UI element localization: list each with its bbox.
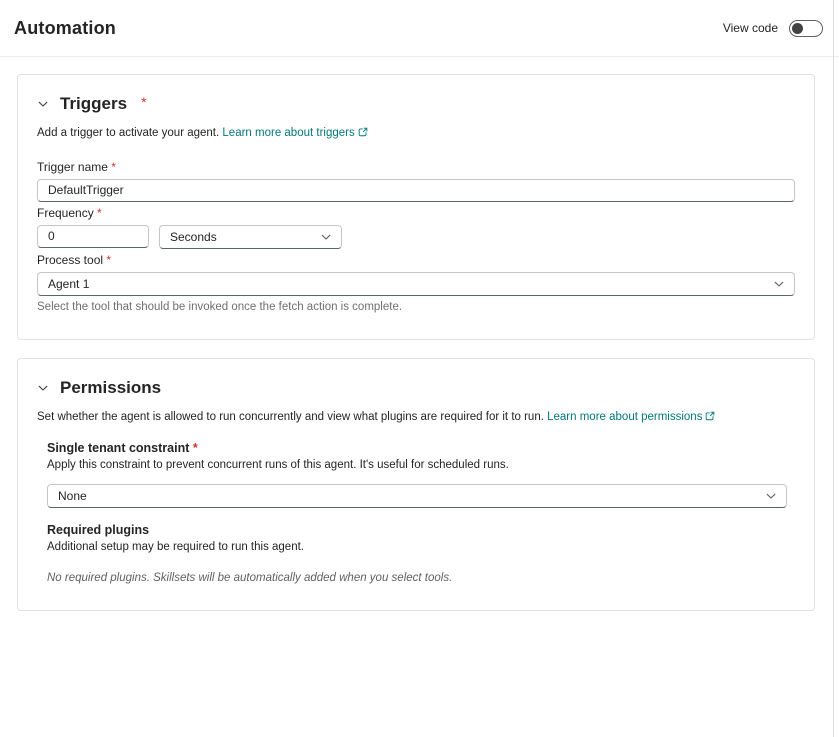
triggers-section-header[interactable] (37, 94, 795, 114)
triggers-required-mark: * (141, 94, 147, 110)
frequency-required-mark: * (97, 205, 102, 220)
permissions-title: Permissions (60, 377, 162, 397)
required-plugins-label: Required plugins (47, 523, 150, 538)
frequency-unit-value: Seconds (170, 229, 217, 244)
external-link-icon (705, 411, 715, 427)
permissions-section-header[interactable] (37, 378, 795, 398)
chevron-down-icon[interactable] (37, 382, 49, 394)
view-code-toggle[interactable] (789, 20, 823, 37)
frequency-label: Frequency * (37, 205, 102, 220)
process-tool-hint: Select the tool that should be invoked once the fetch action is complete. (37, 300, 403, 313)
single-tenant-required-mark: * (192, 441, 198, 456)
trigger-name-input[interactable] (37, 179, 795, 202)
toggle-knob-icon (792, 23, 803, 34)
header-actions (723, 20, 823, 37)
triggers-title: Triggers (60, 94, 128, 113)
chevron-down-icon[interactable] (37, 98, 49, 110)
view-code-label: View code (722, 21, 778, 35)
required-plugins-description: Additional setup may be required to run this agent. (47, 541, 304, 554)
frequency-row (37, 225, 795, 249)
triggers-description (37, 126, 795, 143)
chevron-down-icon (765, 490, 777, 502)
app-header (0, 0, 839, 57)
trigger-name-label: Trigger name * (37, 159, 116, 174)
trigger-name-required-mark: * (111, 159, 116, 174)
process-tool-required-mark: * (106, 252, 112, 267)
permissions-body (47, 441, 795, 584)
frequency-unit-select[interactable] (159, 225, 342, 249)
frequency-value-input[interactable] (37, 225, 149, 248)
required-plugins-empty-message: No required plugins. Skillsets will be automatically added when you select tools. (47, 572, 453, 585)
learn-more-permissions-link[interactable]: Learn more about permissions (547, 411, 715, 423)
triggers-section (17, 74, 815, 340)
page-title: Automation (14, 17, 116, 38)
single-tenant-constraint-description: Apply this constraint to prevent concurrent runs of this agent. It's useful for scheduled runs. (47, 459, 509, 472)
external-link-icon (358, 127, 368, 143)
single-tenant-constraint-value: None (58, 489, 87, 504)
single-tenant-constraint-label: Single tenant constraint * (47, 441, 198, 456)
single-tenant-constraint-select[interactable] (47, 484, 787, 508)
chevron-down-icon (773, 278, 785, 290)
process-tool-value: Agent 1 (48, 276, 90, 291)
triggers-description-text: Add a trigger to activate your agent. (37, 127, 220, 139)
permissions-section (17, 358, 815, 612)
chevron-down-icon (320, 231, 332, 243)
content-pane-divider (833, 0, 834, 737)
process-tool-select[interactable] (37, 272, 795, 296)
process-tool-label: Process tool * (37, 252, 112, 267)
permissions-description-text: Set whether the agent is allowed to run concurrently and view what plugins are required for it to run. (37, 410, 544, 423)
permissions-description (37, 410, 795, 427)
learn-more-triggers-link[interactable]: Learn more about triggers (222, 127, 367, 139)
